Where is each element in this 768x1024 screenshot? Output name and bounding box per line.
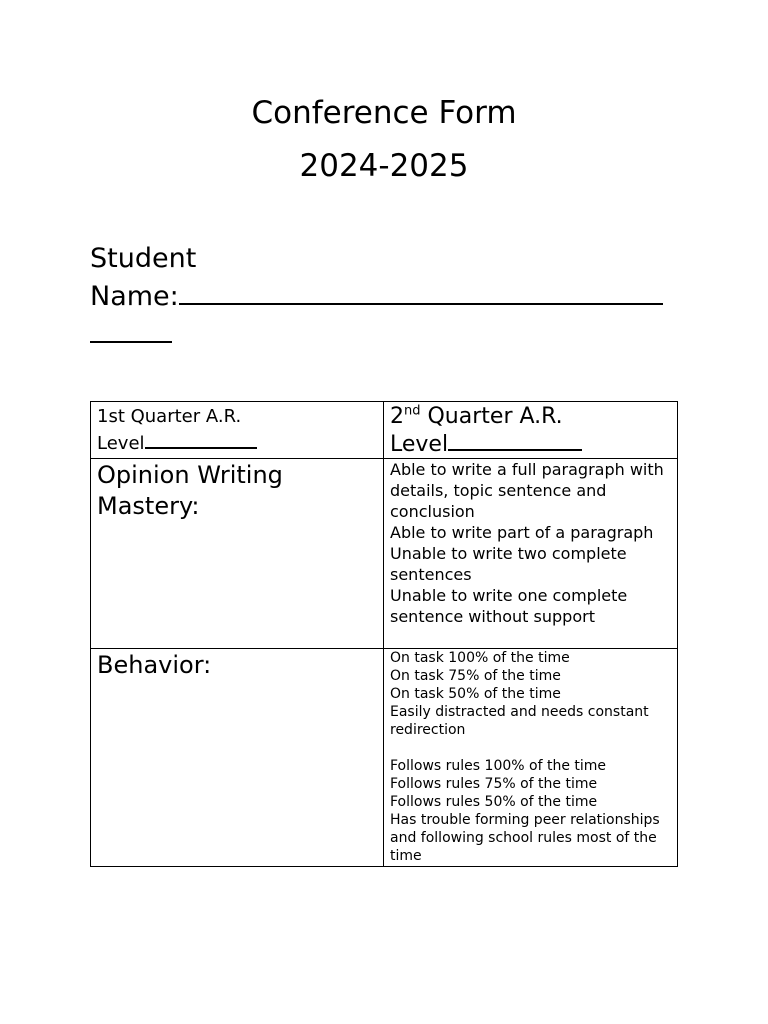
cell-behavior-options [384,649,678,867]
list-item: Follows rules 50% of the time [390,794,598,810]
opinion-options-list [390,459,671,627]
cell-q2-ar-level [384,402,678,459]
cell-opinion-options [384,459,678,649]
list-spacer [390,739,671,757]
list-item: Able to write a full paragraph with details, topic sentence and conclusion [390,460,664,521]
conference-table [90,401,678,867]
list-item: Unable to write one complete sentence without support [390,586,628,626]
list-item: Has trouble forming peer relationships and following school rules most of the time [390,812,660,864]
table-row-opinion-writing [91,459,678,649]
list-item: On task 50% of the time [390,686,561,702]
behavior-task-list [390,649,671,739]
behavior-label: Behavior: [97,651,212,679]
cell-q1-ar-level [91,402,384,459]
table-row-behavior [91,649,678,867]
school-year: 2024-2025 [299,148,469,184]
q2-ar-label-rest: Quarter A.R. [420,404,563,429]
list-item: Unable to write two complete sentences [390,544,627,584]
q2-level-blank[interactable] [448,430,582,451]
q2-ordinal-suffix: nd [404,403,421,419]
q2-level-label: Level [390,432,449,457]
q1-ar-label: 1st Quarter A.R. [97,406,242,427]
list-item: Follows rules 75% of the time [390,776,598,792]
q1-level-label: Level [97,433,145,454]
student-name-blank-continued[interactable] [90,315,172,343]
table-row-ar-levels [91,402,678,459]
list-item: Easily distracted and needs constant redirection [390,704,649,738]
cell-opinion-label [91,459,384,649]
list-item: Follows rules 100% of the time [390,758,607,774]
behavior-rules-list [390,757,671,865]
student-name-section [90,240,670,353]
q1-level-blank[interactable] [145,431,257,449]
q2-level-line [390,430,671,458]
cell-behavior-label [91,649,384,867]
list-item: On task 75% of the time [390,668,561,684]
list-item: Able to write part of a paragraph [390,523,654,542]
student-name-line [90,277,670,315]
student-name-blank[interactable] [179,277,663,305]
student-name-line-continued [90,315,670,353]
q2-number: 2 [390,404,404,429]
form-title: Conference Form [251,95,517,131]
q2-ar-label [390,403,671,430]
student-label-line1: Student [90,243,197,274]
opinion-label-line1: Opinion Writing [97,461,283,489]
list-item: On task 100% of the time [390,650,570,666]
opinion-label-line2: Mastery: [97,492,200,520]
q1-level-line [97,430,377,457]
student-label-line2: Name: [90,281,179,312]
